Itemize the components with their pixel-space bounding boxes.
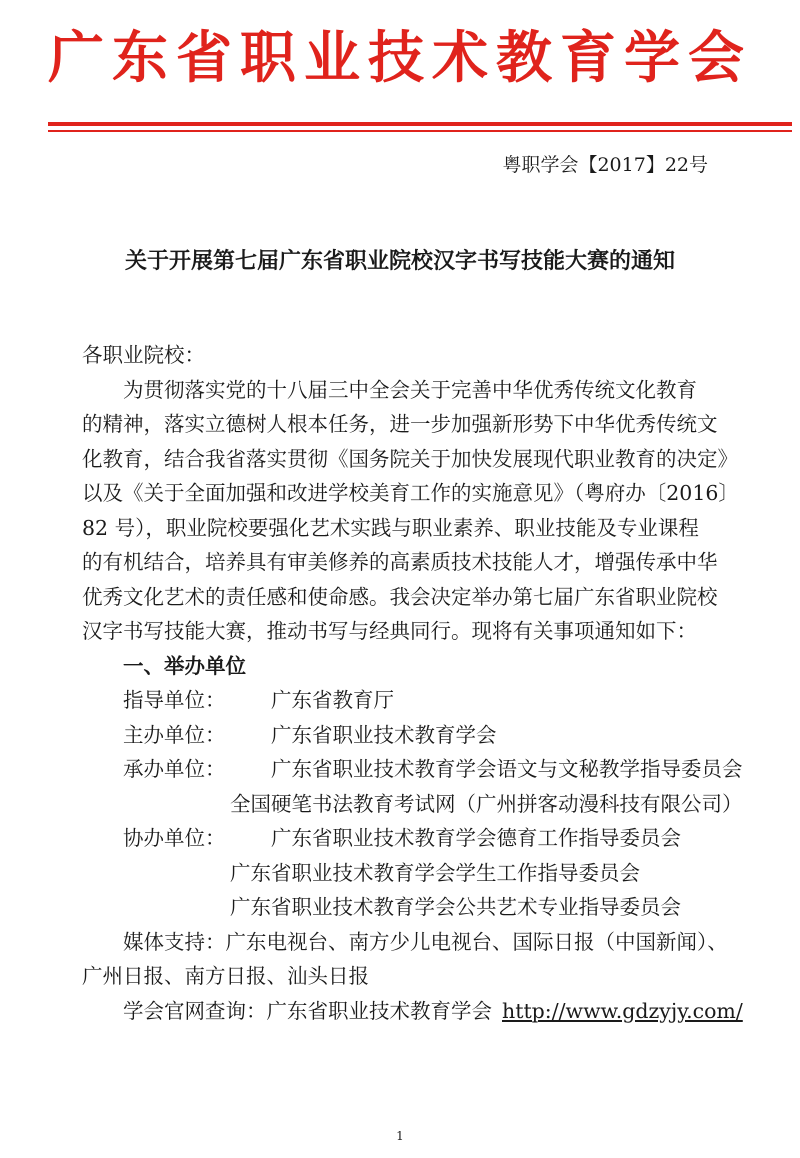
paragraph-line: 以及《关于全面加强和改进学校美育工作的实施意见》（粤府办〔2016〕 (82, 481, 739, 505)
paragraph-line: 汉字书写技能大赛，推动书写与经典同行。现将有关事项通知如下： (82, 619, 697, 643)
media-support-value: 广东电视台、南方少儿电视台、国际日报（中国新闻）、 (225, 929, 728, 954)
host-unit-value: 广东省职业技术教育学会 (271, 722, 497, 747)
letterhead-rule-thick (48, 122, 792, 126)
paragraph-line: 优秀文化艺术的责任感和使命感。我会决定举办第七届广东省职业院校 (82, 584, 718, 609)
website-link[interactable]: http://www.gdzyjy.com/ (502, 998, 743, 1023)
co-organizer-unit-value: 广东省职业技术教育学会德育工作指导委员会 (271, 826, 681, 850)
media-support-label: 媒体支持： (123, 929, 226, 954)
host-unit-label: 主办单位： (123, 722, 226, 747)
salutation: 各职业院校： (82, 343, 205, 367)
host-unit-row (82, 718, 762, 753)
media-support-row (82, 925, 762, 960)
guide-unit-row (82, 683, 762, 718)
document-number: 粤职学会【2017】22号 (502, 154, 708, 176)
guide-unit-value: 广东省教育厅 (271, 688, 394, 712)
media-support-value-continued: 广州日报、南方日报、汕头日报 (82, 964, 369, 988)
organizer-unit-value: 全国硬笔书法教育考试网（广州拼客动漫科技有限公司） (230, 791, 743, 816)
paragraph-line: 化教育，结合我省落实贯彻《国务院关于加快发展现代职业教育的决定》 (82, 446, 738, 471)
letterhead-title: 广东省职业技术教育学会 (48, 25, 752, 91)
website-label: 学会官网查询： (123, 998, 267, 1023)
organizer-unit-value: 广东省职业技术教育学会语文与文秘教学指导委员会 (271, 757, 743, 781)
co-organizer-unit-row (82, 821, 762, 856)
paragraph-line: 为贯彻落实党的十八届三中全会关于完善中华优秀传统文化教育 (123, 377, 697, 402)
website-row (82, 994, 762, 1029)
co-organizer-unit-value: 广东省职业技术教育学会公共艺术专业指导委员会 (230, 895, 681, 919)
document-body (82, 338, 762, 1028)
co-organizer-unit-value: 广东省职业技术教育学会学生工作指导委员会 (230, 860, 640, 885)
paragraph-line: 的有机结合，培养具有审美修养的高素质技术技能人才，增强传承中华 (82, 550, 718, 574)
website-name: 广东省职业技术教育学会 (266, 998, 492, 1023)
section-heading: 一、举办单位 (123, 653, 246, 678)
organizer-unit-row (82, 752, 762, 787)
organizer-unit-label: 承办单位： (123, 757, 226, 781)
co-organizer-unit-label: 协办单位： (123, 826, 226, 850)
guide-unit-label: 指导单位： (123, 688, 226, 712)
paragraph-line: 82 号），职业院校要强化艺术实践与职业素养、职业技能及专业课程 (82, 515, 699, 540)
letterhead-rule-thin (48, 130, 792, 132)
paragraph-line: 的精神，落实立德树人根本任务，进一步加强新形势下中华优秀传统文 (82, 412, 718, 436)
page-number: 1 (396, 1129, 404, 1143)
document-title: 关于开展第七届广东省职业院校汉字书写技能大赛的通知 (124, 248, 675, 274)
